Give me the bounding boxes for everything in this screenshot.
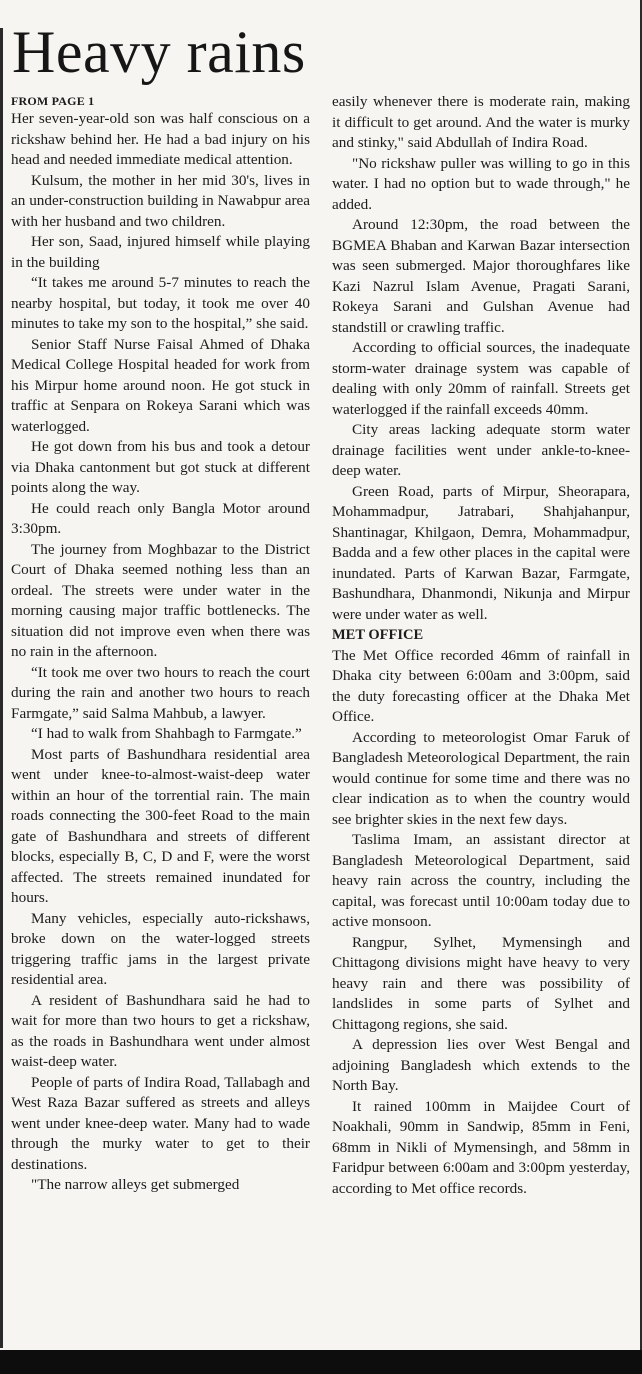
paragraph: The journey from Moghbazar to the District Court of Dhaka seemed nothing less than an ordeal. The streets were under water in the morning causing major traffic bottlenecks. The situation did not improve even when there was no rain in the afternoon. [11, 540, 310, 660]
paragraph: People of parts of Indira Road, Tallabagh and West Raza Bazar suffered as streets and alleys went under knee-deep water. Many had to wade through the murky water to get to their destinations. [11, 1073, 310, 1173]
paragraph: City areas lacking adequate storm water drainage facilities went under ankle-to-knee-deep water. [332, 421, 630, 479]
paragraph: Around 12:30pm, the road between the BGMEA Bhaban and Karwan Bazar intersection was seen submerged. Major thoroughfares like Kazi Nazrul Islam Avenue, Pragati Sarani, Rokeya Sarani and Gulshan Avenue had standstill or crawling traffic. [332, 216, 630, 336]
article-column-right [332, 92, 630, 1199]
paragraph: “I had to walk from Shahbagh to Farmgate.” [31, 725, 302, 742]
paragraph: Many vehicles, especially auto-rickshaws, broke down on the water-logged streets triggering traffic jams in the largest private residential area. [11, 909, 310, 988]
paragraph: Most parts of Bashundhara residential area went under knee-to-almost-waist-deep water within an hour of the torrential rain. The main roads connecting the 300-feet Road to the main gate of Bashundhara and streets of different blocks, especially B, C, D and F, were the worst affected. The streets remained inundated for hours. [11, 745, 310, 906]
paragraph: He got down from his bus and took a detour via Dhaka cantonment but got stuck at different points along the way. [11, 438, 310, 496]
paragraph: “It takes me around 5-7 minutes to reach the nearby hospital, but today, it took me over 40 minutes to take my son to the hospital,” she said. [11, 274, 310, 332]
bottom-black-bar [0, 1350, 642, 1374]
paragraph: “It took me over two hours to reach the court during the rain and another two hours to reach Farmgate,” said Salma Mahbub, a lawyer. [11, 663, 310, 722]
paragraph: Senior Staff Nurse Faisal Ahmed of Dhaka Medical College Hospital headed for work from his Mirpur home around noon. He got stuck in traffic at Senpara on Rokeya Sarani which was waterlogged. [11, 335, 310, 435]
paragraph: "No rickshaw puller was willing to go in this water. I had no option but to wade through," he added. [332, 154, 630, 213]
paragraph: Green Road, parts of Mirpur, Sheorapara, Mohammadpur, Jatrabari, Shahjahanpur, Shantinagar, Khilgaon, Demra, Mohammadpur, Badda and a few other places in the capital were inundated. Parts of Karwan Bazar, Farmgate, Bashundhara, Dhanmondi, Nikunja and Mirpur were under water as well. [332, 482, 630, 623]
paragraph: The Met Office recorded 46mm of rainfall in Dhaka city between 6:00am and 3:00pm, said the duty forecasting officer at the Dhaka Met Office. [332, 646, 630, 725]
subhead-met-office: MET OFFICE [332, 627, 424, 643]
paragraph: According to official sources, the inadequate storm-water drainage system was capable of dealing with only 20mm of rainfall. Streets get waterlogged if the rainfall exceeds 40mm. [332, 339, 630, 418]
paragraph: "The narrow alleys get submerged [31, 1176, 240, 1193]
article-column-left [11, 92, 310, 1196]
paragraph: Kulsum, the mother in her mid 30's, lives in an under-construction building in Nawabpur area with her husband and two children. [11, 171, 310, 230]
paragraph: Taslima Imam, an assistant director at Bangladesh Meteorological Department, said heavy rain across the country, including the capital, was forecast until 10:00am today due to active monsoon. [332, 831, 630, 930]
paragraph: It rained 100mm in Maijdee Court of Noakhali, 90mm in Sandwip, 85mm in Feni, 68mm in Nikli of Mymensingh, and 58mm in Faridpur between 6:00am and 3:00pm yesterday, according to Met office records. [332, 1097, 630, 1197]
paragraph: He could reach only Bangla Motor around 3:30pm. [11, 499, 310, 537]
kicker: FROM PAGE 1 [11, 94, 95, 108]
paragraph: Her son, Saad, injured himself while playing in the building [11, 233, 310, 271]
paragraph: easily whenever there is moderate rain, making it difficult to get around. And the water is murky and stinky," said Abdullah of Indira Road. [332, 93, 630, 151]
left-column-rule [0, 28, 3, 1348]
headline: Heavy rains [12, 19, 306, 85]
paragraph: A depression lies over West Bengal and adjoining Bangladesh which extends to the North Bay. [332, 1036, 630, 1094]
paragraph: Rangpur, Sylhet, Mymensingh and Chittagong divisions might have heavy to very heavy rain and there was possibility of landslides in some parts of Sylhet and Chittagong regions, she said. [332, 933, 630, 1033]
paragraph: A resident of Bashundhara said he had to wait for more than two hours to get a rickshaw, as the roads in Bashundhara went under almost waist-deep water. [11, 991, 310, 1070]
paragraph: Her seven-year-old son was half conscious on a rickshaw behind her. He had a bad injury on his head and needed immediate medical attention. [11, 110, 310, 168]
paragraph: According to meteorologist Omar Faruk of Bangladesh Meteorological Department, the rain would continue for some time and there was no clear indication as to when the country would see brighter skies in the next few days. [332, 728, 630, 828]
